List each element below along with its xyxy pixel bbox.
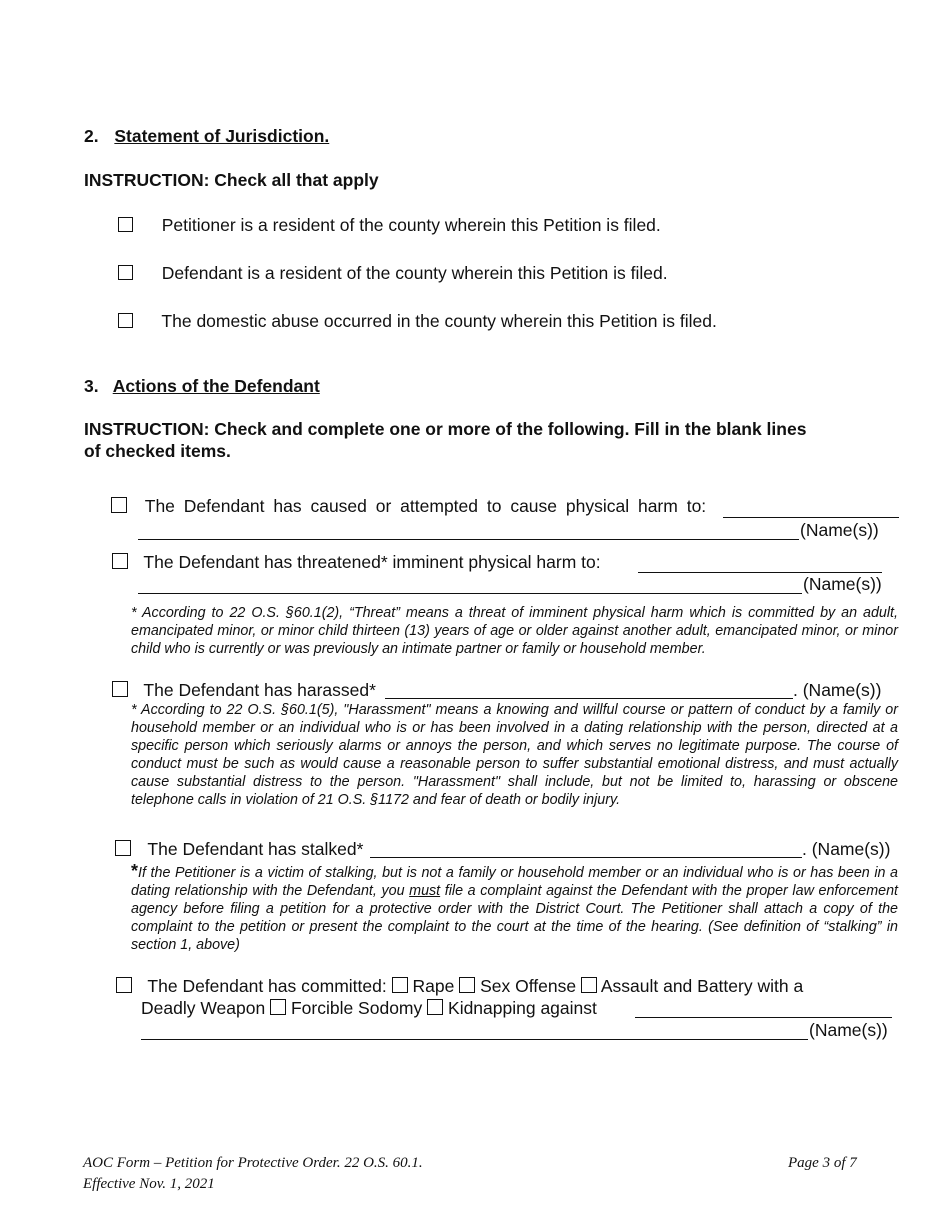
section-2-heading xyxy=(84,126,329,147)
stalking-note-star: * xyxy=(131,861,139,881)
stalking-note-must: must xyxy=(409,883,441,899)
physical-harm-name-field-2[interactable] xyxy=(138,522,799,540)
checkbox[interactable] xyxy=(115,840,131,856)
sex-offense-checkbox[interactable] xyxy=(459,977,475,993)
footer-effective-date: Effective Nov. 1, 2021 xyxy=(83,1176,215,1192)
stalked-suffix: . (Name(s)) xyxy=(802,839,891,859)
committed-name-field[interactable] xyxy=(635,1000,892,1018)
stalked-label: The Defendant has stalked* xyxy=(147,839,364,859)
rape-label: Rape xyxy=(412,976,455,996)
checkbox[interactable] xyxy=(118,265,133,280)
harassed-option[interactable] xyxy=(112,680,376,701)
jurisdiction-option-petitioner[interactable] xyxy=(118,215,661,236)
section-2-title: Statement of Jurisdiction. xyxy=(114,126,330,146)
committed-option[interactable] xyxy=(116,976,803,997)
sex-offense-label: Sex Offense xyxy=(480,976,577,996)
threatened-suffix: (Name(s)) xyxy=(803,574,882,594)
stalked-name-field[interactable] xyxy=(370,840,802,858)
threatened-name-field[interactable] xyxy=(638,555,882,573)
jurisdiction-option-label: Defendant is a resident of the county wherein this Petition is filed. xyxy=(161,263,668,283)
section-3-heading xyxy=(84,376,320,397)
checkbox[interactable] xyxy=(112,681,128,697)
section-3-instruction: INSTRUCTION: Check and complete one or more of the following. Fill in the blank lines of checked items. xyxy=(84,419,807,461)
harassed-label: The Defendant has harassed* xyxy=(143,680,376,700)
harassed-suffix: . (Name(s)) xyxy=(793,680,882,700)
checkbox[interactable] xyxy=(112,553,128,569)
assault-battery-checkbox[interactable] xyxy=(581,977,597,993)
committed-suffix: (Name(s)) xyxy=(809,1020,888,1040)
footer-form-name: AOC Form – Petition for Protective Order. 22 O.S. 60.1. xyxy=(83,1155,423,1171)
section-2-instruction: INSTRUCTION: Check all that apply xyxy=(84,170,379,190)
forcible-sodomy-label: Forcible Sodomy xyxy=(290,998,423,1018)
committed-option-line-2 xyxy=(141,998,597,1019)
committed-name-field-2[interactable] xyxy=(141,1022,808,1040)
stalking-note-part-2: file a complaint against the Defendant with the proper law enforcement agency before filing a petition for a protective order with the District Court. The Petitioner shall attach a copy of the complaint to the petition or present the complaint to the court at the time of the hearing. (See definition of “stalking” in section 1, above) xyxy=(131,883,898,953)
forcible-sodomy-checkbox[interactable] xyxy=(270,999,286,1015)
threatened-name-field-2[interactable] xyxy=(138,576,802,594)
checkbox[interactable] xyxy=(118,217,133,232)
stalking-note xyxy=(131,862,898,954)
committed-label: The Defendant has committed: xyxy=(147,976,387,996)
kidnapping-label: Kidnapping against xyxy=(448,998,597,1018)
kidnapping-checkbox[interactable] xyxy=(427,999,443,1015)
assault-battery-label: Assault and Battery with a xyxy=(600,976,804,996)
physical-harm-suffix: (Name(s)) xyxy=(800,520,879,540)
threat-definition-note: * According to 22 O.S. §60.1(2), “Threat” means a threat of imminent physical harm which is committed by an adult, emancipated minor, or minor child thirteen (13) years of age or older against another adult, emancipated minor, or minor child who is currently or was previously an intimate partner or family or household member. xyxy=(131,605,898,657)
stalked-option[interactable] xyxy=(115,839,363,860)
checkbox[interactable] xyxy=(111,497,127,513)
checkbox[interactable] xyxy=(116,977,132,993)
section-3-number: 3. xyxy=(84,376,99,396)
jurisdiction-option-label: Petitioner is a resident of the county wherein this Petition is filed. xyxy=(161,215,661,235)
physical-harm-option[interactable] xyxy=(111,496,706,517)
checkbox[interactable] xyxy=(118,313,133,328)
jurisdiction-option-label: The domestic abuse occurred in the county wherein this Petition is filed. xyxy=(161,311,717,331)
threatened-option[interactable] xyxy=(112,552,601,573)
harassed-name-field[interactable] xyxy=(385,681,793,699)
rape-checkbox[interactable] xyxy=(392,977,408,993)
physical-harm-label: The Defendant has caused or attempted to cause physical harm to: xyxy=(144,496,707,516)
section-2-number: 2. xyxy=(84,126,99,146)
harassment-definition-note: * According to 22 O.S. §60.1(5), "Harassment" means a knowing and willful course or pattern of conduct by a family or household member or an individual who is or has been involved in a dating relationship with the person, directed at a specific person which seriously alarms or annoys the person, and which serves no legitimate purpose. The course of conduct must be such as would cause a reasonable person to suffer substantial emotional distress, and must actually cause substantial distress to the person. "Harassment" shall include, but not be limited to, harassing or obscene telephone calls in violation of 21 O.S. §1172 and fear of death or bodily injury. xyxy=(131,702,898,808)
physical-harm-name-field[interactable] xyxy=(723,500,899,518)
stalking-note-part-1: If the Petitioner is a victim of stalking, but is not a family or household member or an individual who is or has been in a dating relationship with the Defendant, you xyxy=(131,865,898,899)
section-3-title: Actions of the Defendant xyxy=(112,376,320,396)
footer-page-number: Page 3 of 7 xyxy=(788,1155,857,1171)
jurisdiction-option-abuse-location[interactable] xyxy=(118,311,717,332)
threatened-label: The Defendant has threatened* imminent physical harm to: xyxy=(143,552,601,572)
assault-battery-label-cont: Deadly Weapon xyxy=(141,998,266,1018)
jurisdiction-option-defendant[interactable] xyxy=(118,263,668,284)
